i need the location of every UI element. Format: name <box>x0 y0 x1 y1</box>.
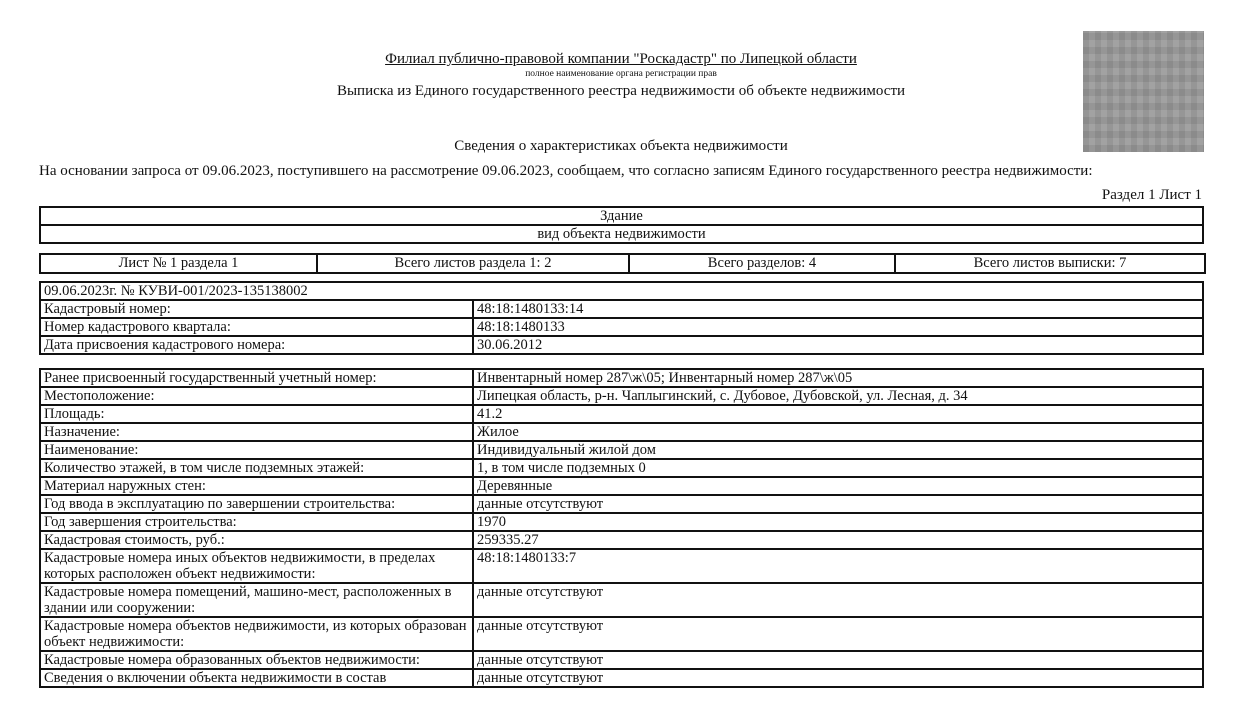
table-row <box>40 495 1203 513</box>
row-value: 259335.27 <box>473 531 1203 549</box>
row-value: 1, в том числе подземных 0 <box>473 459 1203 477</box>
object-type-caption: вид объекта недвижимости <box>40 225 1203 243</box>
table-row <box>40 387 1203 405</box>
row-value: 48:18:1480133:14 <box>473 300 1203 318</box>
table-row <box>40 651 1203 669</box>
characteristics-table <box>39 368 1204 688</box>
table-row <box>40 300 1203 318</box>
row-label: Кадастровые номера образованных объектов недвижимости: <box>40 651 473 669</box>
object-type-table <box>39 206 1204 244</box>
row-value: Индивидуальный жилой дом <box>473 441 1203 459</box>
row-label: Год ввода в эксплуатацию по завершении строительства: <box>40 495 473 513</box>
intro-text: На основании запроса от 09.06.2023, поступившего на рассмотрение 09.06.2023, сообщаем, что согласно записям Единого государственного реестра недвижимости: <box>39 163 1093 179</box>
table-row <box>40 318 1203 336</box>
row-value: данные отсутствуют <box>473 669 1203 687</box>
organization-name: Филиал публично-правовой компании "Роскадастр" по Липецкой области <box>385 51 857 67</box>
row-value: данные отсутствуют <box>473 617 1203 651</box>
extract-title: Выписка из Единого государственного реестра недвижимости об объекте недвижимости <box>336 83 906 99</box>
row-label: Ранее присвоенный государственный учетный номер: <box>40 369 473 387</box>
row-value: 48:18:1480133 <box>473 318 1203 336</box>
row-value: Жилое <box>473 423 1203 441</box>
object-type-value: Здание <box>40 207 1203 225</box>
section-sheets-total: Всего листов раздела 1: 2 <box>317 254 629 273</box>
table-row <box>40 336 1203 354</box>
table-row <box>40 423 1203 441</box>
row-value: данные отсутствуют <box>473 651 1203 669</box>
sheet-number: Лист № 1 раздела 1 <box>40 254 317 273</box>
row-label: Номер кадастрового квартала: <box>40 318 473 336</box>
table-row <box>40 669 1203 687</box>
section-title: Сведения о характеристиках объекта недвижимости <box>454 138 788 154</box>
table-row <box>40 583 1203 617</box>
row-label: Количество этажей, в том числе подземных этажей: <box>40 459 473 477</box>
row-label: Дата присвоения кадастрового номера: <box>40 336 473 354</box>
table-row <box>40 477 1203 495</box>
row-label: Кадастровая стоимость, руб.: <box>40 531 473 549</box>
table-row <box>40 405 1203 423</box>
row-value: Инвентарный номер 287\ж\05; Инвентарный номер 287\ж\05 <box>473 369 1203 387</box>
sheet-reference: Раздел 1 Лист 1 <box>1101 187 1202 203</box>
table-row <box>40 549 1203 583</box>
row-label: Площадь: <box>40 405 473 423</box>
row-label: Материал наружных стен: <box>40 477 473 495</box>
extract-sheets-total: Всего листов выписки: 7 <box>895 254 1205 273</box>
row-value: Липецкая область, р-н. Чаплыгинский, с. Дубовое, Дубовской, ул. Лесная, д. 34 <box>473 387 1203 405</box>
row-label: Кадастровые номера помещений, машино-мест, расположенных в здании или сооружении: <box>40 583 473 617</box>
row-label: Сведения о включении объекта недвижимости в состав <box>40 669 473 687</box>
row-label: Год завершения строительства: <box>40 513 473 531</box>
sheets-info-table <box>39 253 1206 274</box>
table-row <box>40 369 1203 387</box>
document-reference: 09.06.2023г. № КУВИ-001/2023-135138002 <box>40 282 1203 300</box>
row-label: Местоположение: <box>40 387 473 405</box>
organization-caption: полное наименование органа регистрации прав <box>525 69 717 79</box>
row-label: Назначение: <box>40 423 473 441</box>
table-row <box>40 513 1203 531</box>
table-row <box>40 531 1203 549</box>
row-value: 41.2 <box>473 405 1203 423</box>
table-row <box>40 617 1203 651</box>
row-label: Кадастровые номера иных объектов недвижимости, в пределах которых расположен объект недвижимости: <box>40 549 473 583</box>
row-value: данные отсутствуют <box>473 583 1203 617</box>
table-row <box>40 459 1203 477</box>
table-row <box>40 441 1203 459</box>
row-value: данные отсутствуют <box>473 495 1203 513</box>
sections-total: Всего разделов: 4 <box>629 254 895 273</box>
row-label: Наименование: <box>40 441 473 459</box>
row-value: Деревянные <box>473 477 1203 495</box>
row-label: Кадастровый номер: <box>40 300 473 318</box>
row-value: 1970 <box>473 513 1203 531</box>
row-value: 30.06.2012 <box>473 336 1203 354</box>
row-label: Кадастровые номера объектов недвижимости, из которых образован объект недвижимости: <box>40 617 473 651</box>
row-value: 48:18:1480133:7 <box>473 549 1203 583</box>
identification-table <box>39 281 1204 355</box>
